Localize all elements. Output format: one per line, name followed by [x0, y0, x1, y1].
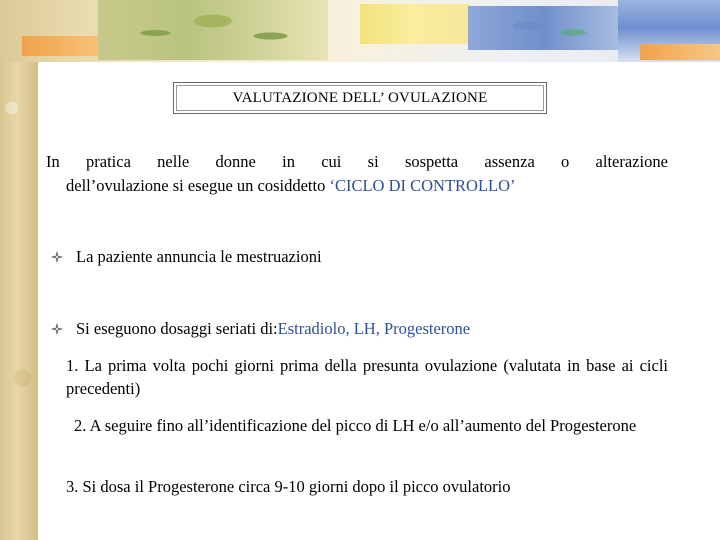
- bullet-text: Si eseguono dosaggi seriati di:: [76, 319, 278, 338]
- intro-word: in: [282, 152, 295, 171]
- decor-blue-flowers-image: [468, 6, 618, 50]
- slide-title-box: [173, 82, 547, 114]
- intro-word: pratica: [86, 152, 131, 171]
- intro-paragraph: [46, 150, 668, 198]
- intro-word: o: [561, 152, 570, 171]
- step-paragraph: 1. La prima volta pochi giorni prima della presunta ovulazione (valutata in base ai cicli precedenti): [66, 356, 668, 398]
- left-decorative-strip: [0, 0, 38, 540]
- intro-word: assenza: [484, 152, 535, 171]
- intro-highlight: ‘CICLO DI CONTROLLO’: [329, 176, 516, 195]
- intro-text: dell’ovulazione si esegue un cosiddetto: [66, 176, 330, 195]
- diamond-bullet-icon: [50, 250, 64, 264]
- top-decorative-band: [0, 0, 720, 62]
- step-paragraph: 3. Si dosa il Progesterone circa 9-10 giorni dopo il picco ovulatorio: [66, 477, 511, 496]
- intro-word: si: [367, 152, 379, 171]
- bullet-item: [50, 247, 322, 267]
- intro-word: donne: [215, 152, 256, 171]
- intro-word: cui: [321, 152, 342, 171]
- slide-title: VALUTAZIONE DELL’ OVULAZIONE: [232, 89, 488, 106]
- intro-line-1: [46, 150, 668, 174]
- bullet-text: La paziente annuncia le mestruazioni: [76, 247, 322, 266]
- intro-word: alterazione: [595, 152, 668, 171]
- intro-word: nelle: [157, 152, 190, 171]
- intro-line-2: [46, 174, 668, 198]
- decor-orange-bar: [22, 36, 100, 56]
- decor-orange-bar-right: [640, 44, 720, 60]
- diamond-bullet-icon: [50, 322, 64, 336]
- bullet-highlight: Estradiolo, LH, Progesterone: [277, 319, 471, 338]
- step-paragraph: 2. A seguire fino all’identificazione del picco di LH e/o all’aumento del Progesterone: [74, 416, 637, 435]
- bullet-item: [50, 319, 470, 339]
- intro-word: sospetta: [404, 152, 459, 171]
- intro-word: In: [46, 152, 60, 171]
- decor-leaves-image: [98, 0, 328, 60]
- decor-yellow-patch: [360, 4, 470, 44]
